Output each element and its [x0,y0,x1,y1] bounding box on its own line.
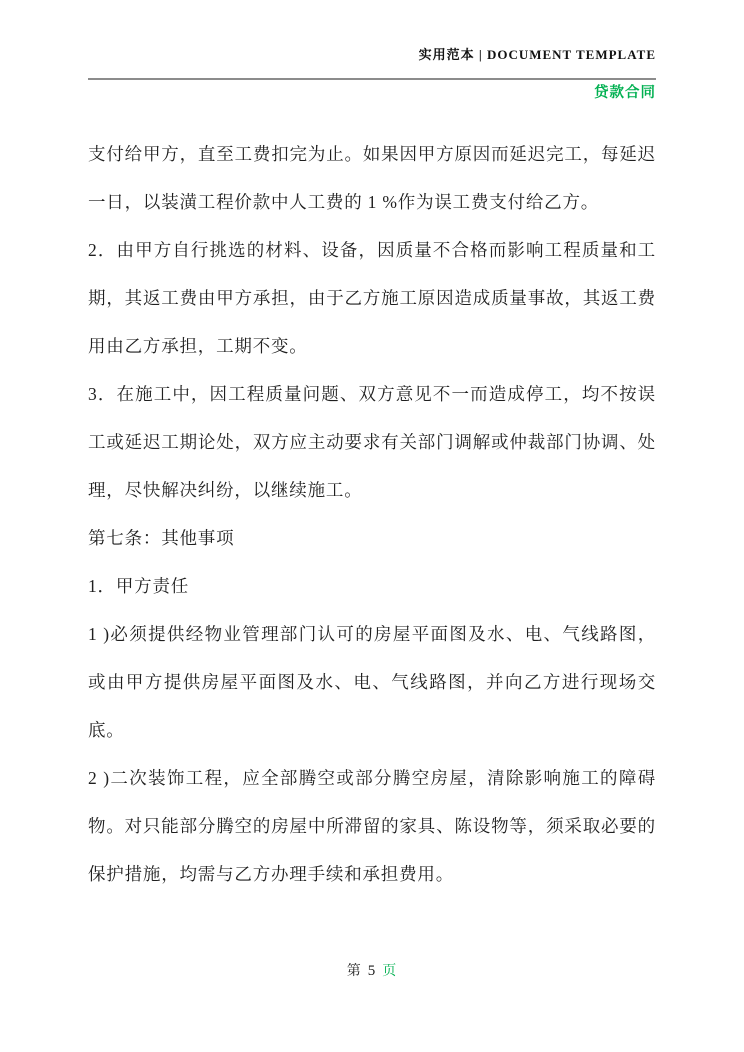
contract-subclause-heading: 1．甲方责任 [88,576,190,596]
page-number: 5 [367,963,377,979]
header-brand: 实用范本 | DOCUMENT TEMPLATE [418,47,656,62]
footer-page-suffix: 页 [382,964,398,979]
page-footer [0,960,744,980]
contract-paragraph: 3．在施工中，因工程质量问题、双方意见不一而造成停工，均不按误工或延迟工期论处，双方应主动要求有关部门调解或仲裁部门协调、处理，尽快解决纠纷，以继续施工。 [88,384,656,500]
contract-paragraph: 支付给甲方，直至工费扣完为止。如果因甲方原因而延迟完工，每延迟一日，以装潢工程价款中人工费的 1 %作为误工费支付给乙方。 [88,144,656,212]
doc-title: 贷款合同 [594,85,656,101]
contract-body [88,130,656,898]
header-divider [88,78,656,80]
page-header [88,0,656,102]
contract-paragraph: 2．由甲方自行挑选的材料、设备，因质量不合格而影响工程质量和工期，其返工费由甲方承担，由于乙方施工原因造成质量事故，其返工费用由乙方承担，工期不变。 [88,240,656,356]
contract-paragraph: 1 )必须提供经物业管理部门认可的房屋平面图及水、电、气线路图，或由甲方提供房屋平面图及水、电、气线路图，并向乙方进行现场交底。 [88,624,656,740]
contract-paragraph: 2 )二次装饰工程，应全部腾空或部分腾空房屋，清除影响施工的障碍物。对只能部分腾空的房屋中所滞留的家具、陈设物等，须采取必要的保护措施，均需与乙方办理手续和承担费用。 [88,768,656,884]
footer-page-prefix: 第 [346,964,362,979]
contract-clause-heading: 第七条：其他事项 [88,528,235,548]
